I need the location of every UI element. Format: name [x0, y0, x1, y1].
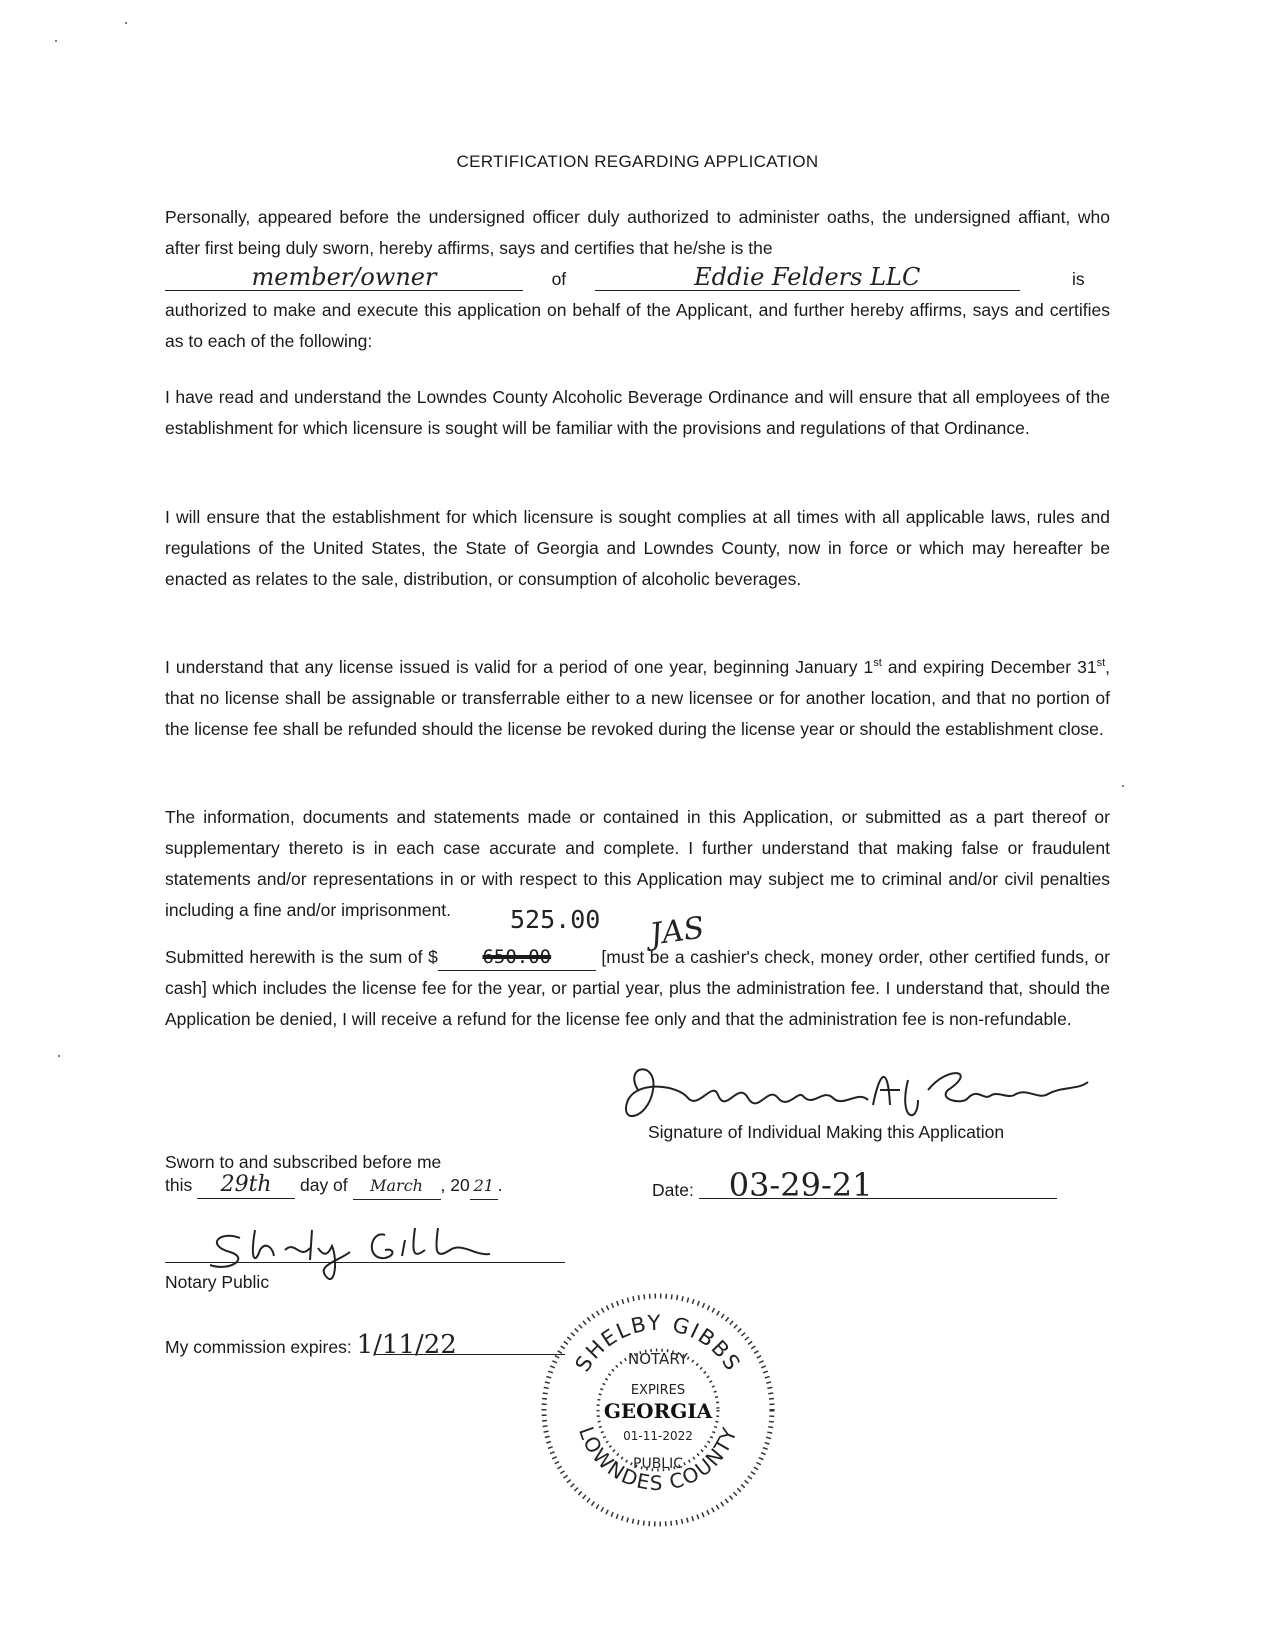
- date-line: [652, 1166, 1057, 1204]
- applicant-signature-label: Signature of Individual Making this Application: [648, 1122, 1005, 1142]
- year-field: 21: [470, 1173, 498, 1200]
- payment-paragraph: [165, 942, 1110, 1035]
- commission-underline: [375, 1354, 565, 1355]
- intro-paragraph: [165, 202, 1110, 357]
- scan-speck: [55, 40, 57, 42]
- seal-notary-text: NOTARY: [628, 1350, 688, 1368]
- scan-speck: [58, 1055, 60, 1057]
- document-title: CERTIFICATION REGARDING APPLICATION: [456, 152, 819, 171]
- correction-initials: JAS: [647, 910, 707, 953]
- of-label: of: [551, 269, 567, 289]
- date-field: 03-29-21: [699, 1172, 1057, 1199]
- month-field: March: [353, 1173, 441, 1200]
- license-paragraph: [165, 652, 1110, 745]
- license-text-3: , that no license shall be assignable or transferrable either to a new licensee or for another location, and that no portion of the license fee shall be refunded should the license be revoked during the license year or should the establishment close.: [165, 657, 1110, 739]
- amount-field: [438, 944, 596, 971]
- is-label: is: [1071, 269, 1085, 289]
- notary-public-label: Notary Public: [165, 1272, 270, 1292]
- superscript-st: st: [873, 657, 882, 670]
- laws-paragraph: I will ensure that the establishment for which licensure is sought complies at all times with all applicable laws, rules and regulations of the United States, the State of Georgia and Lowndes County, now in force or which may hereafter be enacted as relates to the sale, distribution, or consumption of alcoholic beverages.: [165, 507, 1110, 589]
- notary-seal: [538, 1290, 778, 1530]
- seal-bottom-text: LOWNDES COUNTY: [574, 1423, 742, 1496]
- company-name-field: Eddie Felders LLC: [595, 264, 1020, 291]
- applicant-signature: [618, 1060, 1098, 1130]
- affiant-title-field: member/owner: [165, 264, 523, 291]
- sworn-line: Sworn to and subscribed before me: [165, 1152, 442, 1172]
- this-label: this: [165, 1175, 193, 1195]
- license-text-1: I understand that any license issued is valid for a period of one year, beginning January 1: [165, 657, 874, 677]
- sworn-date-line: [165, 1172, 503, 1200]
- ordinance-paragraph: I have read and understand the Lowndes County Alcoholic Beverage Ordinance and will ensure that all employees of the establishment for which licensure is sought will be familiar with the provisions and regulations of that Ordinance.: [165, 387, 1110, 438]
- seal-state-text: GEORGIA: [603, 1399, 713, 1423]
- intro-text-after: authorized to make and execute this application on behalf of the Applicant, and further hereby affirms, says and certifies as to each of the following:: [165, 300, 1110, 351]
- seal-date-text: 01-11-2022: [623, 1429, 693, 1443]
- superscript-st: st: [1096, 657, 1106, 670]
- corrected-amount: 525.00: [510, 905, 601, 934]
- day-of-label: day of: [299, 1175, 348, 1195]
- notary-signature: [200, 1220, 520, 1280]
- seal-top-text: SHELBY GIBBS: [570, 1310, 746, 1376]
- seal-expires-text: EXPIRES: [630, 1383, 686, 1398]
- payment-text-after: [must be a cashier's check, money order, other certified funds, or cash] which includes the license fee for the year, or partial year, plus the administration fee. I understand that, should the Application be denied, I will receive a refund for the license fee only and that the administration fee is non-refundable.: [165, 947, 1110, 1029]
- commission-line: [165, 1330, 457, 1360]
- notary-seal-graphic: [538, 1290, 778, 1530]
- day-field: 29th: [197, 1172, 295, 1199]
- struck-amount: 650.00: [482, 946, 552, 968]
- seal-public-text: PUBLIC: [633, 1456, 683, 1472]
- applicant-signature-drawing: [618, 1060, 1098, 1130]
- commission-label: My commission expires:: [165, 1337, 352, 1357]
- scan-speck: [1122, 785, 1124, 787]
- date-label: Date:: [652, 1180, 694, 1200]
- information-paragraph: The information, documents and statements made or contained in this Application, or submitted as a part thereof or supplementary thereto is in each case accurate and complete. I further understand that making false or fraudulent statements and/or representations in or with respect to this Application may subject me to criminal and/or civil penalties including a fine and/or imprisonment.: [165, 807, 1110, 920]
- payment-text-before: Submitted herewith is the sum of $: [165, 947, 438, 967]
- notary-signature-line: [165, 1262, 565, 1263]
- notary-signature-drawing: [200, 1220, 520, 1280]
- commission-value: 1/11/22: [356, 1330, 457, 1360]
- year-prefix: , 20: [440, 1175, 470, 1195]
- scan-speck: [125, 22, 127, 24]
- license-text-2: and expiring December 31: [881, 657, 1097, 677]
- intro-text-before: Personally, appeared before the undersigned officer duly authorized to administer oaths, the undersigned affiant, who after first being duly sworn, hereby affirms, says and certifies that he/she is the: [165, 207, 1110, 258]
- year-suffix: .: [497, 1175, 503, 1195]
